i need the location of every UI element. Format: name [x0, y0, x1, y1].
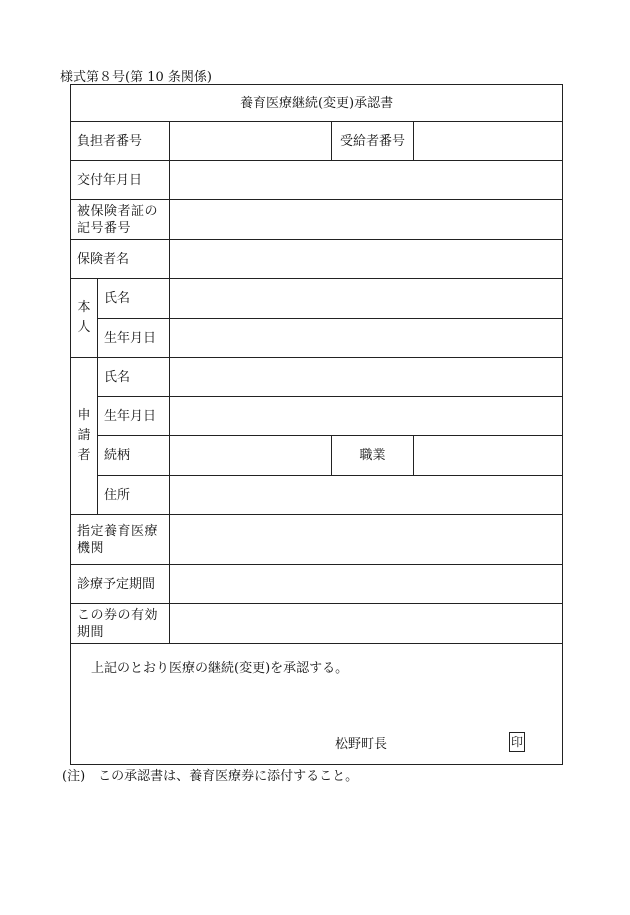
applicant-address-row	[71, 476, 563, 515]
treatment-period-value	[170, 565, 563, 604]
applicant-address-label: 住所	[98, 476, 170, 515]
seal-stamp: 印	[509, 732, 525, 752]
applicant-relationship-row	[71, 436, 563, 476]
insurer-name-value	[170, 240, 563, 279]
title-row	[71, 85, 563, 122]
insurance-card-row	[71, 200, 563, 240]
treatment-period-label: 診療予定期間	[71, 565, 170, 604]
issue-date-label: 交付年月日	[71, 161, 170, 200]
approval-form-table	[70, 84, 563, 765]
applicant-birth-date-value	[170, 397, 563, 436]
treatment-period-row	[71, 565, 563, 604]
person-name-label: 氏名	[98, 279, 170, 319]
designated-institution-label: 指定養育医療機関	[71, 515, 170, 565]
applicant-occupation-value	[414, 436, 563, 476]
burden-number-row	[71, 122, 563, 161]
ticket-validity-value	[170, 604, 563, 644]
approval-row	[71, 644, 563, 765]
insurance-card-number-label: 被保険者証の記号番号	[71, 200, 170, 240]
applicant-occupation-label: 職業	[332, 436, 414, 476]
applicant-birth-date-label: 生年月日	[98, 397, 170, 436]
form-number-label: 様式第８号(第 10 条関係)	[60, 70, 212, 85]
approval-statement: 上記のとおり医療の継続(変更)を承認する。	[91, 661, 349, 676]
applicant-name-row	[71, 358, 563, 397]
person-group-label: 本人	[77, 300, 91, 335]
person-birth-date-value	[170, 319, 563, 358]
issue-date-value	[170, 161, 563, 200]
person-name-value	[170, 279, 563, 319]
applicant-birth-row	[71, 397, 563, 436]
mayor-title: 松野町長	[335, 737, 388, 752]
footnote: (注) この承認書は、養育医療券に添付すること。	[62, 769, 359, 784]
recipient-number-label: 受給者番号	[332, 122, 414, 161]
form-title: 養育医療継続(変更)承認書	[71, 85, 563, 122]
burden-number-label: 負担者番号	[71, 122, 170, 161]
insurance-card-number-value	[170, 200, 563, 240]
institution-row	[71, 515, 563, 565]
applicant-relationship-value	[170, 436, 332, 476]
person-group-cell	[71, 279, 98, 358]
person-birth-date-label: 生年月日	[98, 319, 170, 358]
applicant-address-value	[170, 476, 563, 515]
person-name-row	[71, 279, 563, 319]
recipient-number-value	[414, 122, 563, 161]
applicant-group-label: 申請者	[77, 408, 91, 463]
issue-date-row	[71, 161, 563, 200]
insurer-name-row	[71, 240, 563, 279]
designated-institution-value	[170, 515, 563, 565]
person-birth-row	[71, 319, 563, 358]
applicant-group-cell	[71, 358, 98, 515]
insurer-name-label: 保険者名	[71, 240, 170, 279]
ticket-validity-row	[71, 604, 563, 644]
burden-number-value	[170, 122, 332, 161]
applicant-name-value	[170, 358, 563, 397]
applicant-name-label: 氏名	[98, 358, 170, 397]
ticket-validity-label: この券の有効期間	[71, 604, 170, 644]
approval-area	[71, 644, 563, 765]
applicant-relationship-label: 続柄	[98, 436, 170, 476]
